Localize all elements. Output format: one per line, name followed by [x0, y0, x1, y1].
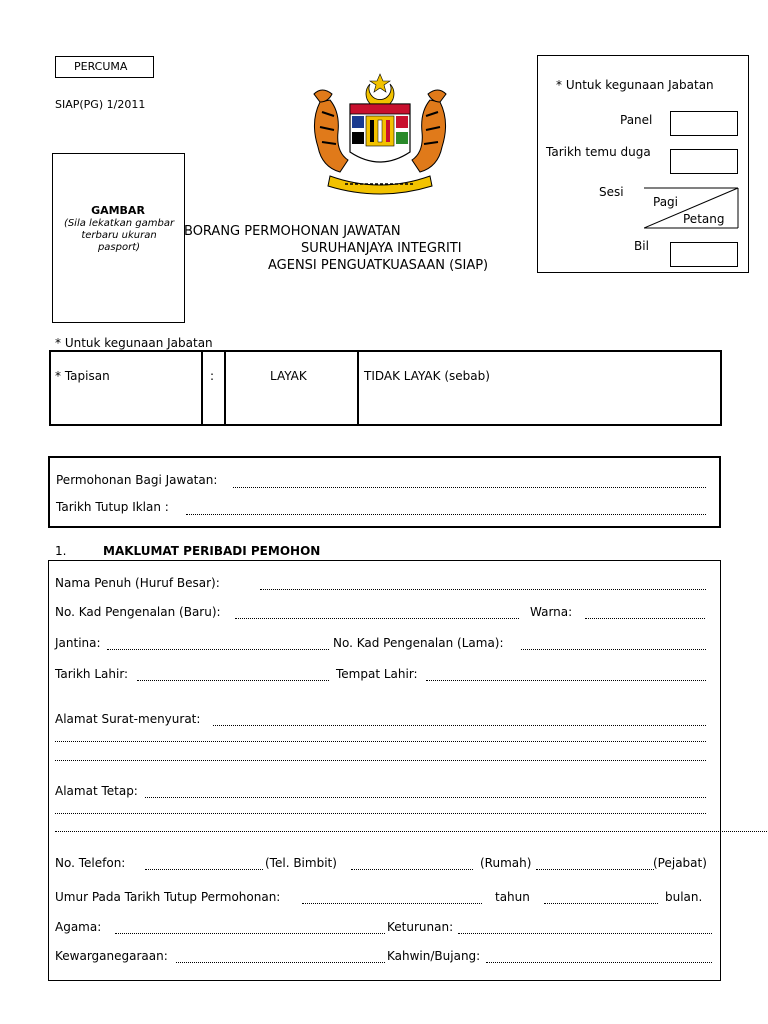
warna-field[interactable]	[585, 618, 705, 619]
photo-box	[52, 153, 185, 323]
alamat-surat-label: Alamat Surat-menyurat:	[55, 712, 201, 726]
tarikh-temu-duga-field[interactable]	[670, 149, 738, 174]
coat-of-arms-emblem	[300, 72, 460, 197]
kp-baru-label: No. Kad Pengenalan (Baru):	[55, 605, 221, 619]
office-use-title: * Untuk kegunaan Jabatan	[556, 78, 714, 92]
section1-title: MAKLUMAT PERIBADI PEMOHON	[103, 544, 321, 558]
nama-penuh-label: Nama Penuh (Huruf Besar):	[55, 576, 220, 590]
keturunan-field[interactable]	[458, 933, 712, 934]
alamat-tetap-field-1[interactable]	[145, 797, 706, 798]
jantina-label: Jantina:	[55, 636, 101, 650]
jawatan-field[interactable]	[233, 487, 706, 488]
telefon-label: No. Telefon:	[55, 856, 126, 870]
panel-field[interactable]	[670, 111, 738, 136]
agama-label: Agama:	[55, 920, 102, 934]
photo-instructions: (Sila lekatkan gambar terbaru ukuran pasport)	[63, 218, 175, 253]
photo-title: GAMBAR	[91, 204, 145, 217]
screening-table	[49, 350, 722, 426]
tarikh-lahir-field[interactable]	[137, 680, 329, 681]
tarikh-tutup-field[interactable]	[186, 514, 706, 515]
tidak-layak-option[interactable]: TIDAK LAYAK (sebab)	[364, 369, 490, 383]
form-title-line2: SURUHANJAYA INTEGRITI	[301, 241, 462, 256]
alamat-tetap-field-3[interactable]	[55, 831, 767, 832]
alamat-surat-field-2[interactable]	[55, 741, 706, 742]
kp-lama-field[interactable]	[521, 649, 706, 650]
agama-field[interactable]	[115, 933, 385, 934]
pejabat-field[interactable]	[536, 869, 654, 870]
form-title-line3: AGENSI PENGUATKUASAAN (SIAP)	[268, 258, 489, 273]
jawatan-label: Permohonan Bagi Jawatan:	[56, 473, 218, 487]
rumah-field[interactable]	[351, 869, 473, 870]
alamat-surat-field-1[interactable]	[213, 725, 706, 726]
petang-label: Petang	[683, 212, 725, 226]
tapisan-colon: :	[210, 369, 215, 383]
rumah-label: (Rumah)	[480, 856, 532, 870]
percuma-label: PERCUMA	[74, 60, 128, 73]
tempat-lahir-field[interactable]	[426, 680, 706, 681]
form-code: SIAP(PG) 1/2011	[55, 98, 146, 111]
nama-penuh-field[interactable]	[260, 589, 706, 590]
kp-lama-label: No. Kad Pengenalan (Lama):	[333, 636, 504, 650]
application-box	[48, 456, 721, 528]
kp-baru-field[interactable]	[235, 618, 519, 619]
pejabat-label: (Pejabat)	[653, 856, 707, 870]
bil-field[interactable]	[670, 242, 738, 267]
kewarganegaraan-field[interactable]	[176, 962, 385, 963]
tarikh-tutup-label: Tarikh Tutup Iklan :	[56, 500, 169, 514]
office-use-box	[537, 55, 749, 273]
percuma-box	[55, 56, 154, 78]
warna-label: Warna:	[530, 605, 573, 619]
sesi-label: Sesi	[599, 185, 624, 199]
screening-divider-1	[201, 352, 203, 424]
screening-divider-3	[357, 352, 359, 424]
tempat-lahir-label: Tempat Lahir:	[336, 667, 418, 681]
umur-label: Umur Pada Tarikh Tutup Permohonan:	[55, 890, 281, 904]
bil-label: Bil	[634, 239, 649, 253]
section1-number: 1.	[55, 544, 67, 558]
kahwin-field[interactable]	[486, 962, 712, 963]
panel-label: Panel	[620, 113, 653, 127]
alamat-surat-field-3[interactable]	[55, 760, 706, 761]
alamat-tetap-label: Alamat Tetap:	[55, 784, 138, 798]
kewarganegaraan-label: Kewarganegaraan:	[55, 949, 168, 963]
layak-option[interactable]: LAYAK	[270, 369, 307, 383]
bulan-label: bulan.	[665, 890, 703, 904]
screening-note: * Untuk kegunaan Jabatan	[55, 336, 213, 350]
tel-bimbit-field[interactable]	[145, 869, 263, 870]
tarikh-temu-duga-label: Tarikh temu duga	[546, 145, 651, 159]
tel-bimbit-label: (Tel. Bimbit)	[265, 856, 337, 870]
screening-divider-2	[224, 352, 226, 424]
keturunan-label: Keturunan:	[387, 920, 454, 934]
jantina-field[interactable]	[107, 649, 329, 650]
tarikh-lahir-label: Tarikh Lahir:	[55, 667, 129, 681]
form-title-line1: BORANG PERMOHONAN JAWATAN	[184, 224, 401, 239]
tahun-label: tahun	[495, 890, 530, 904]
umur-bulan-field[interactable]	[544, 903, 658, 904]
kahwin-label: Kahwin/Bujang:	[387, 949, 481, 963]
pagi-label: Pagi	[653, 195, 679, 209]
tapisan-label: * Tapisan	[55, 369, 110, 383]
personal-info-box	[48, 560, 721, 981]
umur-tahun-field[interactable]	[302, 903, 482, 904]
alamat-tetap-field-2[interactable]	[55, 813, 706, 814]
